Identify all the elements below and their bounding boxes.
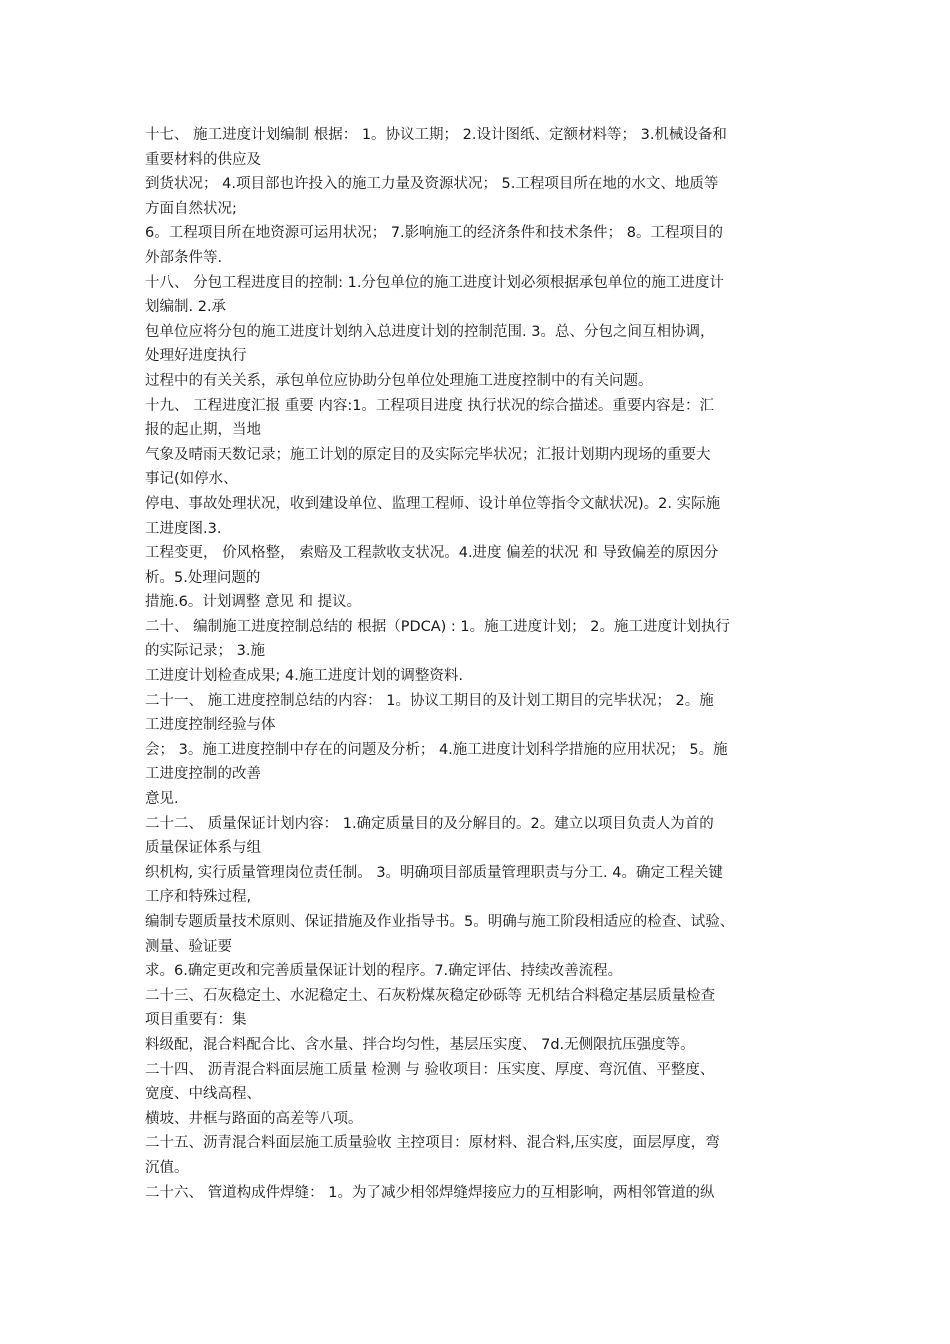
text-line: 料级配，混合料配合比、含水量、拌合均匀性，基层压实度、 7d.无侧限抗压强度等。 <box>145 1036 695 1053</box>
text-line: 事记(如停水、 <box>145 471 238 488</box>
text-line: 质量保证体系与组 <box>145 840 261 857</box>
text-line: 二十五、沥青混合料面层施工质量验收 主控项目：原材料、混合料,压实度，面层厚度，弯 <box>145 1135 720 1152</box>
text-line: 沉值。 <box>145 1159 189 1176</box>
document-body <box>145 123 825 1205</box>
text-line: 划编制. 2.承 <box>145 299 227 316</box>
text-line: 工进度控制经验与体 <box>145 717 276 734</box>
text-line: 气象及晴雨天数记录；施工计划的原定目的及实际完毕状况；汇报计划期内现场的重要大 <box>145 446 711 463</box>
text-line: 工进度计划检查成果; 4.施工进度计划的调整资料. <box>145 668 463 685</box>
text-line: 过程中的有关关系，承包单位应协助分包单位处理施工进度控制中的有关问题。 <box>145 372 653 389</box>
text-line: 方面自然状况; <box>145 200 237 217</box>
text-line: 编制专题质量技术原则、保证措施及作业指导书。5。明确与施工阶段相适应的检查、试验、 <box>145 914 735 930</box>
text-line: 析。5.处理问题的 <box>145 569 261 586</box>
text-line: 工程变更， 价风格整， 索赔及工程款收支状况。4.进度 偏差的状况 和 导致偏差的原因分 <box>145 545 719 562</box>
text-line: 工进度控制的改善 <box>145 766 261 783</box>
text-line: 会； 3。施工进度控制中存在的问题及分析； 4.施工进度计划科学措施的应用状况； 5。施 <box>145 741 728 758</box>
text-line: 二十四、 沥青混合料面层施工质量 检测 与 验收项目：压实度、厚度、弯沉值、平整度、 <box>145 1061 715 1078</box>
text-line: 二十一、 施工进度控制总结的内容： 1。协议工期目的及计划工期目的完毕状况； 2。施 <box>145 692 714 709</box>
text-line: 的实际记录； 3.施 <box>145 643 265 660</box>
text-line: 意见. <box>145 791 179 808</box>
text-line: 二十二、 质量保证计划内容： 1.确定质量目的及分解目的。2。建立以项目负责人为首的 <box>145 815 714 832</box>
text-line: 工序和特殊过程, <box>145 889 252 906</box>
text-line: 措施.6。计划调整 意见 和 提议。 <box>145 594 362 611</box>
text-line: 测量、验证要 <box>145 938 232 955</box>
text-line: 十七、 施工进度计划编制 根据： 1。协议工期； 2.设计图纸、定额材料等； 3.机械设备和 <box>145 127 727 143</box>
text-line: 到货状况； 4.项目部也许投入的施工力量及资源状况； 5.工程项目所在地的水文、地质等 <box>145 176 719 193</box>
text-line: 二十三、石灰稳定土、水泥稳定土、石灰粉煤灰稳定砂砾等 无机结合料稳定基层质量检查 <box>145 987 716 1004</box>
text-line: 宽度、中线高程、 <box>145 1086 261 1103</box>
text-line: 报的起止期，当地 <box>145 422 261 439</box>
text-line: 织机构, 实行质量管理岗位责任制。 3。明确项目部质量管理职责与分工. 4。确定工程关键 <box>145 864 723 881</box>
text-line: 停电、事故处理状况，收到建设单位、监理工程师、设计单位等指令文献状况)。2. 实际施 <box>145 495 721 512</box>
text-line: 项目重要有：集 <box>145 1012 247 1029</box>
text-line: 十八、 分包工程进度目的控制: 1.分包单位的施工进度计划必须根据承包单位的施工进度计 <box>145 274 724 291</box>
text-line: 二十六、 管道构成件焊缝： 1。为了减少相邻焊缝焊接应力的互相影响，两相邻管道的纵 <box>145 1184 715 1201</box>
text-line: 二十、 编制施工进度控制总结的 根据（PDCA) : 1。施工进度计划； 2。施工进度计划执行 <box>145 618 730 635</box>
text-line: 重要材料的供应及 <box>145 151 261 168</box>
text-line: 包单位应将分包的施工进度计划纳入总进度计划的控制范围. 3。总、分包之间互相协调， <box>145 323 715 340</box>
text-line: 横坡、井框与路面的高差等八项。 <box>145 1110 363 1127</box>
text-line: 外部条件等. <box>145 249 223 266</box>
text-line: 求。6.确定更改和完善质量保证计划的程序。7.确定评估、持续改善流程。 <box>145 963 623 980</box>
text-line: 6。工程项目所在地资源可运用状况； 7.影响施工的经济条件和技术条件； 8。工程项目的 <box>145 225 723 242</box>
text-line: 十九、 工程进度汇报 重要 内容:1。工程项目进度 执行状况的综合描述。重要内容是：汇 <box>145 397 715 414</box>
text-line: 工进度图.3. <box>145 520 222 537</box>
text-line: 处理好进度执行 <box>145 348 247 365</box>
